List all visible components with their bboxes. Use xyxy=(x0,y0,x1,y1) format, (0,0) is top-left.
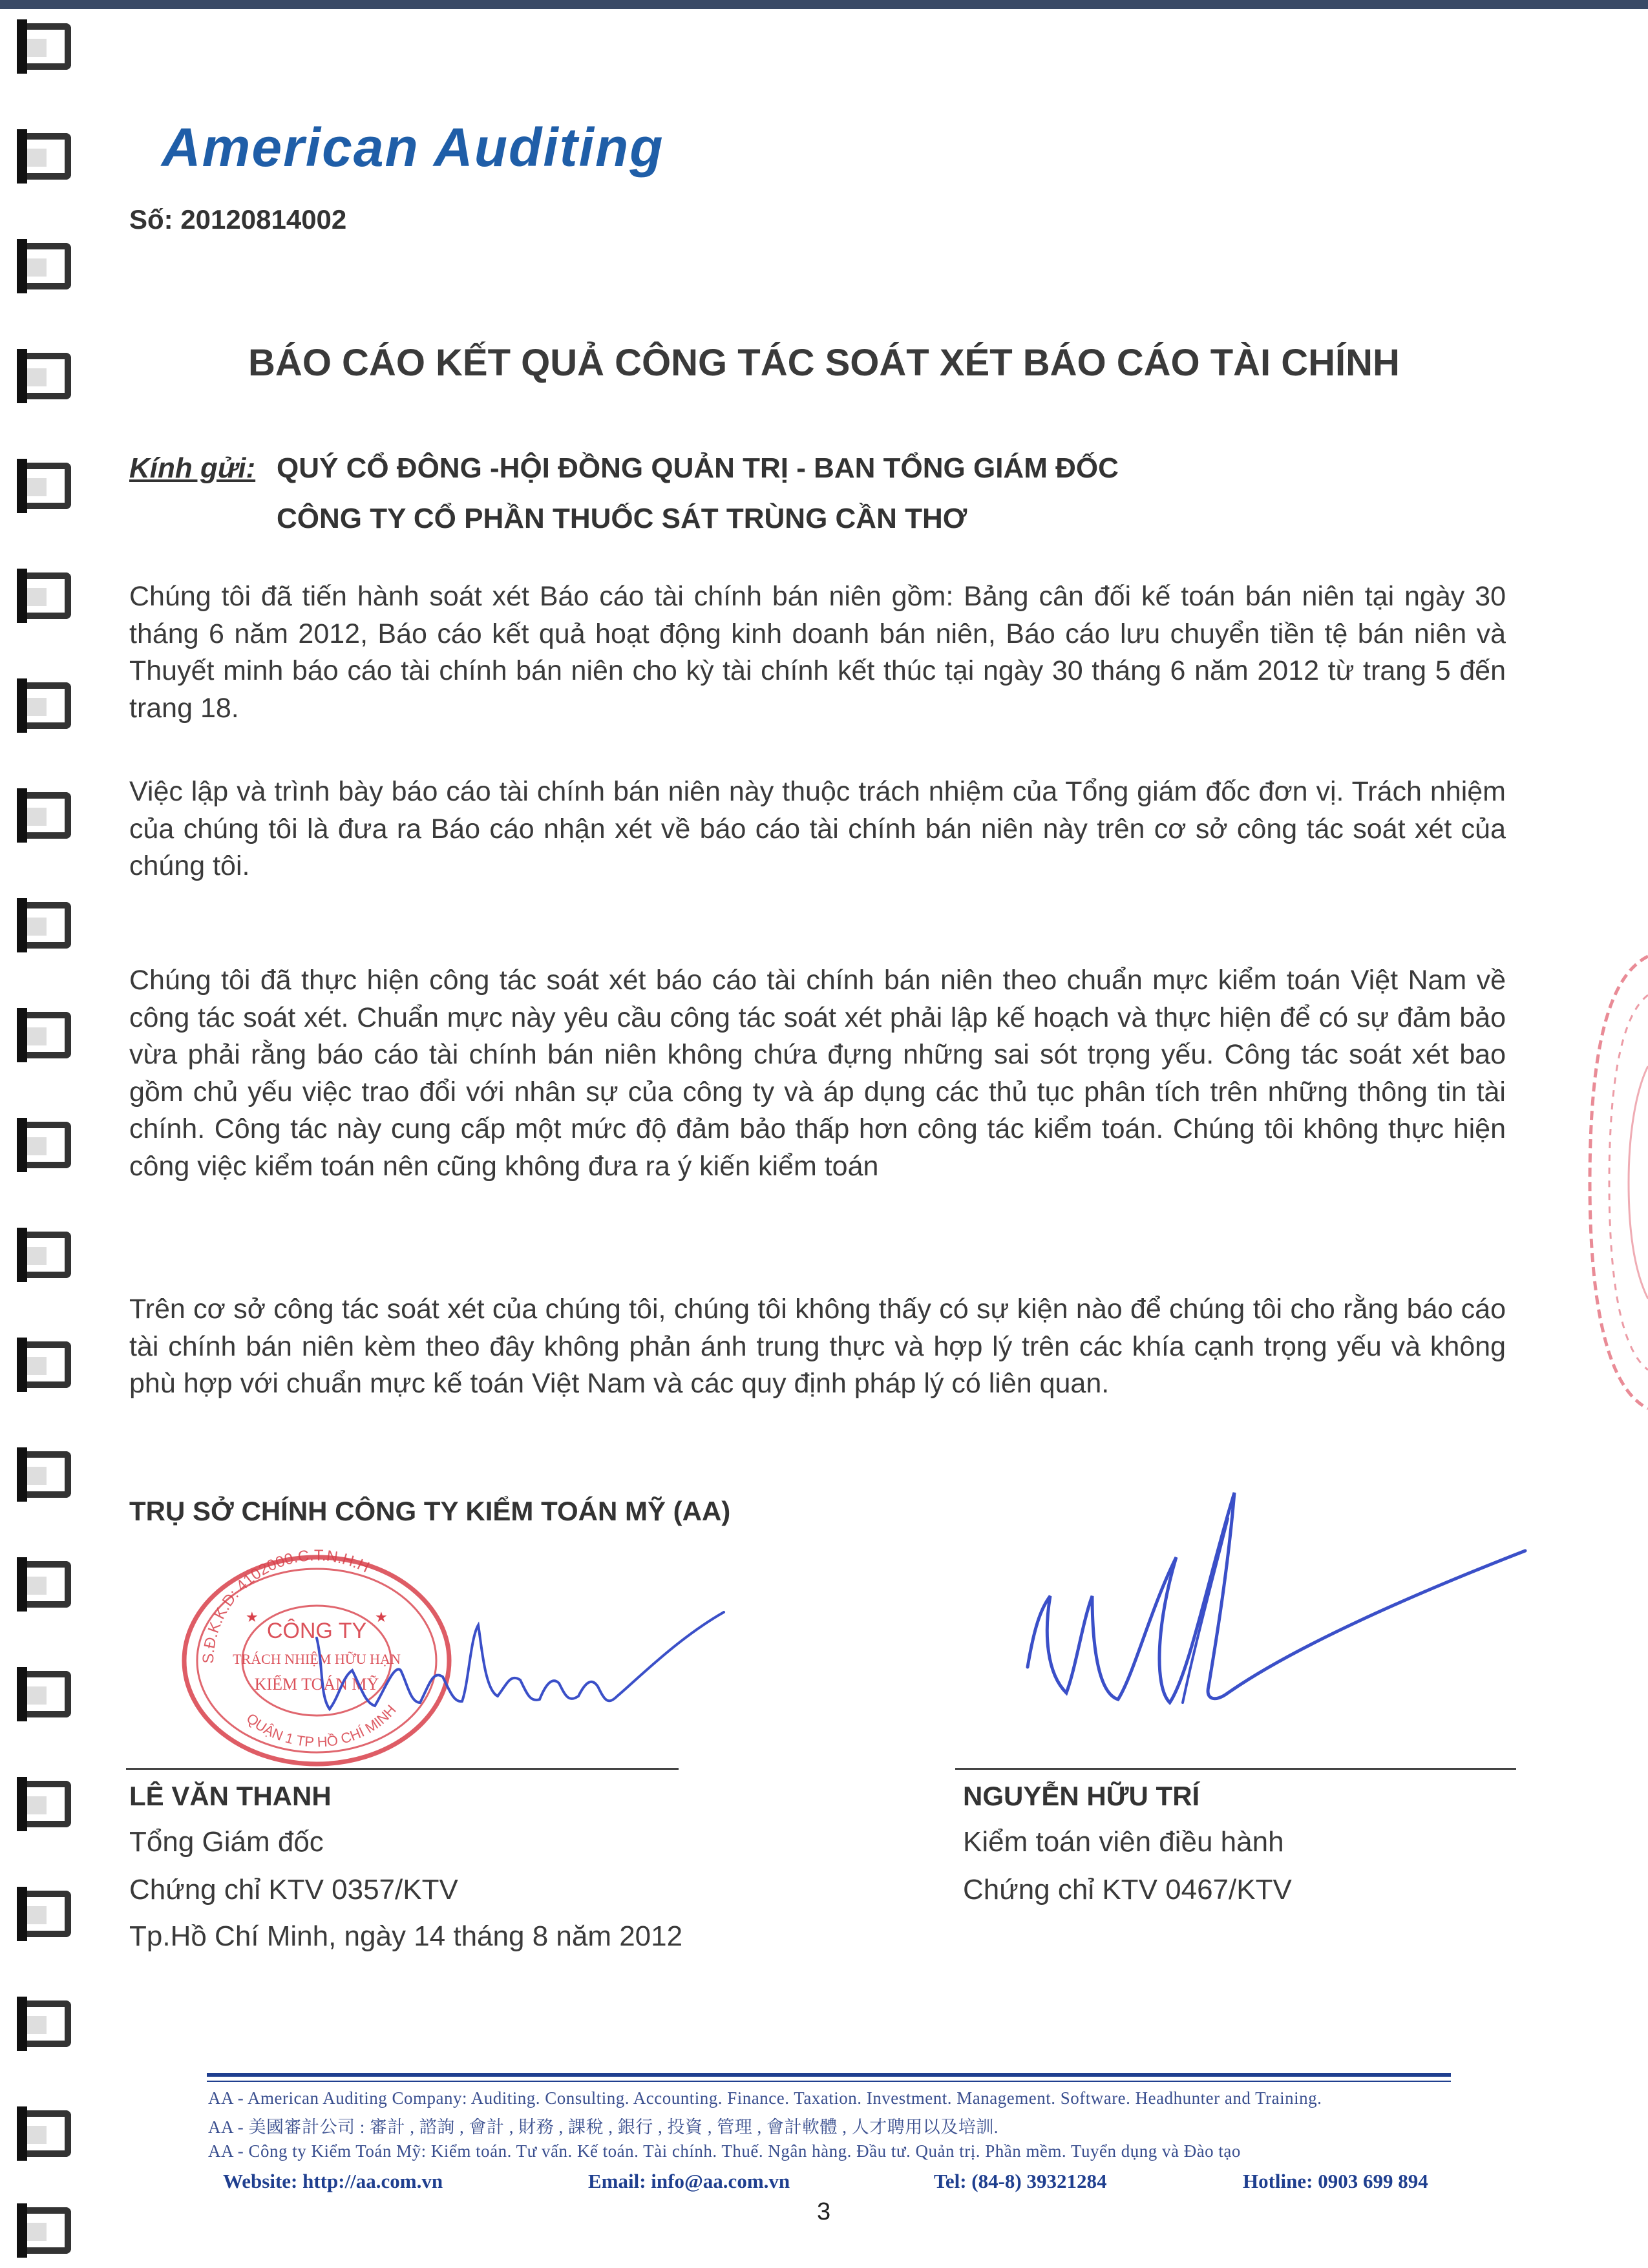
binding-ring xyxy=(12,1338,76,1392)
signature-line-right xyxy=(955,1768,1516,1770)
headquarters-heading: TRỤ SỞ CHÍNH CÔNG TY KIỂM TOÁN MỸ (AA) xyxy=(129,1496,731,1526)
stamp-line-3: KIỂM TOÁN MỸ xyxy=(254,1675,379,1694)
binding-ring xyxy=(12,2106,76,2161)
recipient-line-1: QUÝ CỔ ĐÔNG -HỘI ĐỒNG QUẢN TRỊ - BAN TỔNG GIÁM ĐỐC xyxy=(277,452,1119,484)
binding-ring xyxy=(12,1887,76,1941)
signatory-right-name: NGUYỄN HỮU TRÍ xyxy=(963,1781,1200,1811)
binding-ring xyxy=(12,459,76,513)
place-date: Tp.Hồ Chí Minh, ngày 14 tháng 8 năm 2012 xyxy=(129,1920,683,1952)
signatory-left-role: Tổng Giám đốc xyxy=(129,1826,324,1858)
binding-ring xyxy=(12,1997,76,2051)
binding-ring xyxy=(12,2203,76,2258)
stamp-line-2: TRÁCH NHIỆM HỮU HẠN xyxy=(233,1651,401,1667)
body-paragraph-3: Chúng tôi đã thực hiện công tác soát xét báo cáo tài chính bán niên theo chuẩn mực kiểm toán Việt Nam về công tác soát xét. Chuẩn mực này yêu cầu công tác soát xét phải lập kế hoạch và thực hiện để có sự đảm bảo vừa phải rằng báo cáo tài chính bán niên không chứa đựng những sai sót trọng yếu. Công tác soát xét bao gồm chủ yếu việc trao đổi với nhân sự của công ty và áp dụng các thủ tục phân tích trên những thông tin tài chính. Công tác này cung cấp một mức độ đảm bảo thấp hơn công tác kiểm toán. Chúng tôi không thực hiện công việc kiểm toán nên cũng không đưa ra ý kiến kiểm toán xyxy=(129,965,1506,1182)
footer-tel: Tel: (84-8) 39321284 xyxy=(934,2170,1107,2192)
recipient-line-2: CÔNG TY CỔ PHẦN THUỐC SÁT TRÙNG CẦN THƠ xyxy=(277,503,967,534)
body-paragraph-4: Trên cơ sở công tác soát xét của chúng tôi, chúng tôi không thấy có sự kiện nào để chúng tôi cho rằng báo cáo tài chính bán niên kèm theo đây không phản ánh trung thực và hợp lý trên các khía cạnh trọng yếu và không phù hợp với chuẩn mực kế toán Việt Nam và các quy định pháp lý có liên quan. xyxy=(129,1294,1506,1399)
footer-email[interactable]: Email: info@aa.com.vn xyxy=(588,2170,790,2192)
spiral-binding xyxy=(0,0,90,2268)
footer-line-english: AA - American Auditing Company: Auditing. Consulting. Accounting. Finance. Taxation. Investment. Management. Software. Headhunter and Training. xyxy=(208,2088,1322,2108)
signatory-right-role: Kiểm toán viên điều hành xyxy=(963,1826,1284,1858)
signatory-left-cert: Chứng chỉ KTV 0357/KTV xyxy=(129,1874,458,1906)
page-number: 3 xyxy=(817,2198,831,2225)
binding-ring xyxy=(12,678,76,733)
binding-ring xyxy=(12,788,76,843)
signature-line-left xyxy=(126,1768,679,1770)
stamp-ring-text: S.Đ.K.K.D: 4102000.C.T.N.H.H xyxy=(199,1546,372,1664)
binding-ring xyxy=(12,1228,76,1282)
binding-ring xyxy=(12,1557,76,1612)
binding-ring xyxy=(12,898,76,952)
stamp-star-icon: ★ xyxy=(375,1609,388,1625)
company-logo: American Auditing xyxy=(162,117,664,178)
binding-ring xyxy=(12,129,76,184)
binding-ring xyxy=(12,239,76,293)
binding-ring xyxy=(12,1447,76,1502)
binding-ring xyxy=(12,569,76,623)
signatory-right-cert: Chứng chỉ KTV 0467/KTV xyxy=(963,1874,1292,1906)
stamp-star-icon: ★ xyxy=(246,1609,259,1625)
stamp-line-1: CÔNG TY xyxy=(266,1619,367,1643)
footer-hotline: Hotline: 0903 699 894 xyxy=(1243,2170,1428,2192)
partial-red-seal xyxy=(1564,950,1648,1415)
signatory-left-name: LÊ VĂN THANH xyxy=(129,1781,332,1811)
scan-top-band xyxy=(0,0,1648,9)
signature-le-van-thanh xyxy=(304,1599,730,1728)
footer-line-vietnamese: AA - Công ty Kiểm Toán Mỹ: Kiểm toán. Tư vấn. Kế toán. Tài chính. Thuế. Ngân hàng. Đầu tư. Quản trị. Phần mềm. Tuyển dụng và Đào tạo xyxy=(208,2141,1241,2161)
binding-ring xyxy=(12,1118,76,1172)
footer-rule xyxy=(207,2073,1451,2077)
stamp-bottom-text: QUẬN 1 TP HỒ CHÍ MINH xyxy=(243,1701,399,1750)
body-paragraph-2: Việc lập và trình bày báo cáo tài chính bán niên này thuộc trách nhiệm của Tổng giám đốc đơn vị. Trách nhiệm của chúng tôi là đưa ra Báo cáo nhận xét về báo cáo tài chính bán niên này trên cơ sở công tác soát xét của chúng tôi. xyxy=(129,776,1506,881)
report-title: BÁO CÁO KẾT QUẢ CÔNG TÁC SOÁT XÉT BÁO CÁO TÀI CHÍNH xyxy=(248,342,1400,384)
binding-ring xyxy=(12,1008,76,1062)
signature-nguyen-huu-tri xyxy=(1021,1480,1532,1751)
recipient-label: Kính gửi: xyxy=(129,452,256,484)
binding-ring xyxy=(12,1667,76,1721)
footer-rule-thin xyxy=(207,2081,1451,2082)
body-paragraph-1: Chúng tôi đã tiến hành soát xét Báo cáo tài chính bán niên gồm: Bảng cân đối kế toán bán niên tại ngày 30 tháng 6 năm 2012, Báo cáo kết quả hoạt động kinh doanh bán niên, Báo cáo lưu chuyển tiền tệ bán niên và Thuyết minh báo cáo tài chính bán niên cho kỳ tài chính kết thúc tại ngày 30 tháng 6 năm 2012 từ trang 5 đến trang 18. xyxy=(129,581,1506,724)
footer-line-chinese: AA - 美國審計公司 : 審計 , 諮詢 , 會計 , 財務 , 課稅 , 銀行 , 投資 , 管理 , 會計軟體 , 人才聘用以及培訓. xyxy=(208,2117,998,2137)
binding-ring xyxy=(12,19,76,74)
document-number: Số: 20120814002 xyxy=(129,204,347,235)
footer-website[interactable]: Website: http://aa.com.vn xyxy=(223,2170,443,2192)
binding-ring xyxy=(12,1777,76,1831)
